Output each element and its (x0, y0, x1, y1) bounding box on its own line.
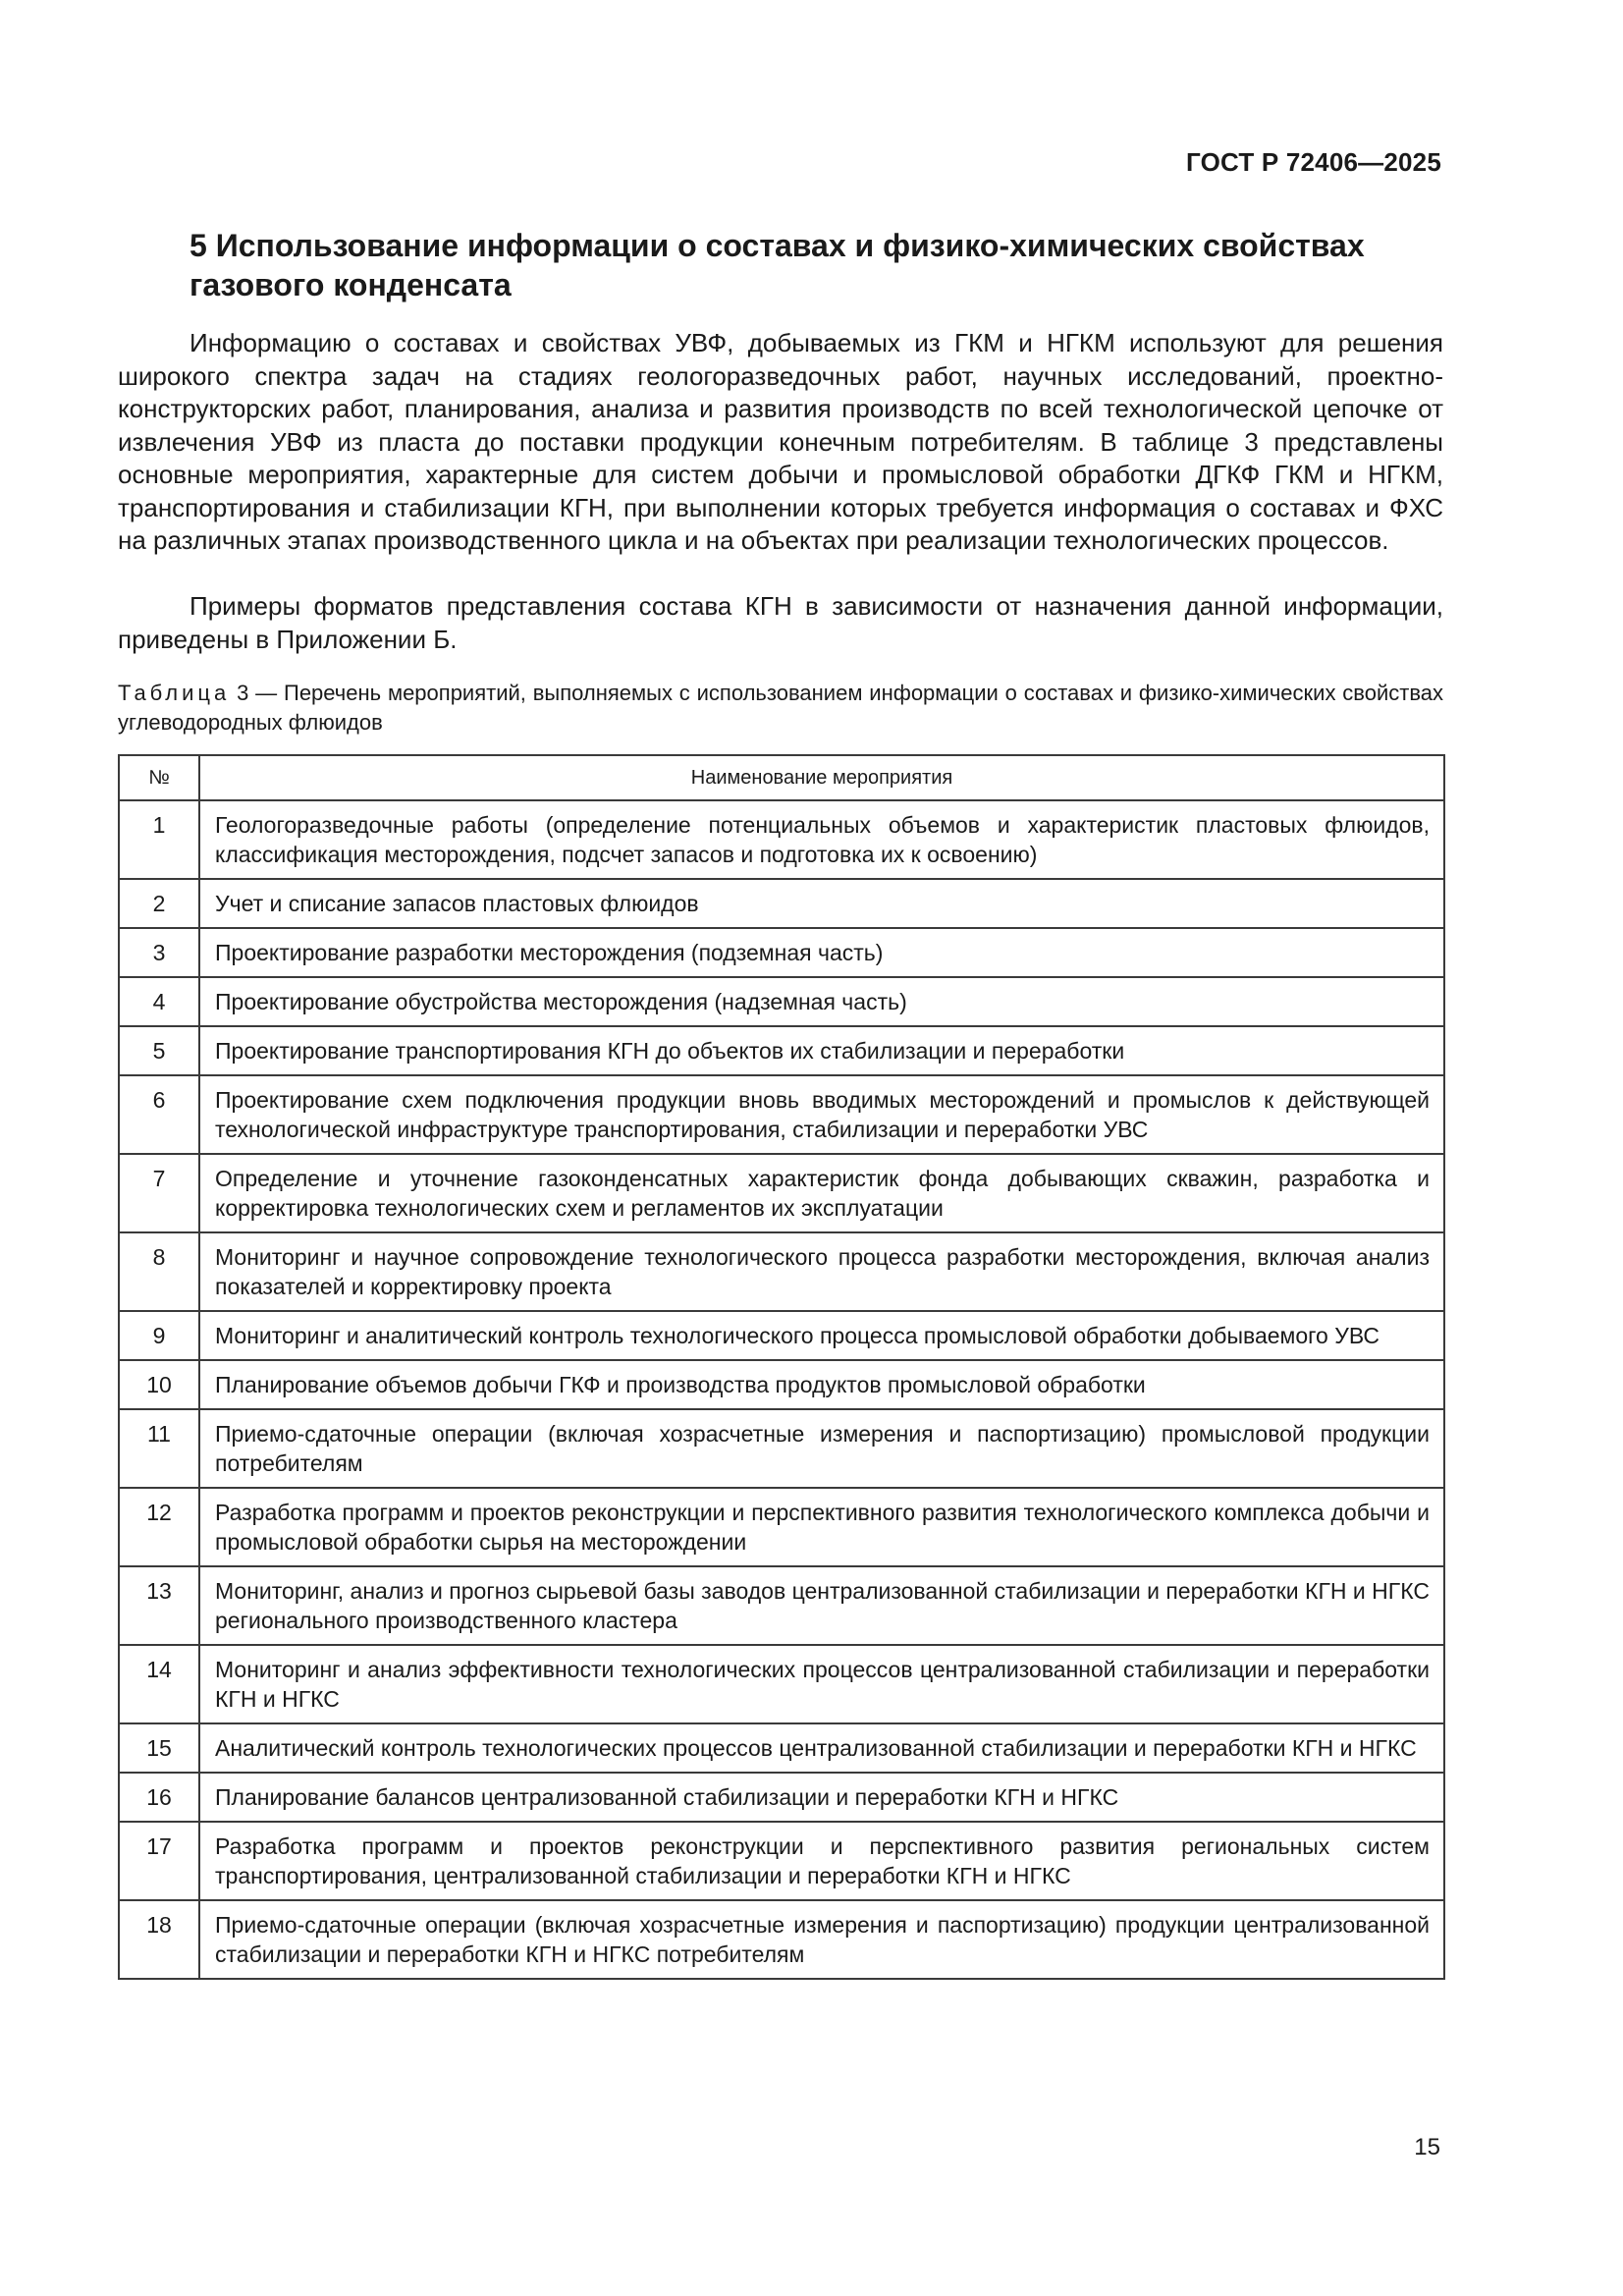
table-row (119, 1566, 1444, 1645)
measures-table (118, 754, 1445, 1980)
table-row (119, 977, 1444, 1026)
row-measure-name: Проектирование транспортирования КГН до объектов их стабилизации и переработки (199, 1026, 1444, 1075)
row-number: 10 (119, 1360, 199, 1409)
table-row (119, 1026, 1444, 1075)
table-row (119, 879, 1444, 928)
row-measure-name: Разработка программ и проектов реконструкции и перспективного развития региональных систем транспортирования, централизованной стабилизации и переработки КГН и НГКС (199, 1822, 1444, 1900)
table-body (119, 800, 1444, 1979)
row-number: 1 (119, 800, 199, 879)
section-title: 5 Использование информации о составах и физико-химических свойствах газового конденсата (189, 228, 1365, 302)
document-code: ГОСТ Р 72406—2025 (1186, 147, 1441, 177)
row-measure-name: Планирование балансов централизованной стабилизации и переработки КГН и НГКС (199, 1773, 1444, 1822)
column-header-name: Наименование мероприятия (199, 755, 1444, 800)
row-measure-name: Определение и уточнение газоконденсатных характеристик фонда добывающих скважин, разработка и корректировка технологических схем и регламентов их эксплуатации (199, 1154, 1444, 1232)
row-number: 18 (119, 1900, 199, 1979)
row-measure-name: Приемо-сдаточные операции (включая хозрасчетные измерения и паспортизацию) промысловой продукции потребителям (199, 1409, 1444, 1488)
table-row (119, 1900, 1444, 1979)
table-caption-label: Таблица (118, 681, 231, 705)
row-number: 13 (119, 1566, 199, 1645)
row-number: 14 (119, 1645, 199, 1723)
table-row (119, 1773, 1444, 1822)
table-row (119, 1409, 1444, 1488)
row-number: 9 (119, 1311, 199, 1360)
row-number: 4 (119, 977, 199, 1026)
table-row (119, 1232, 1444, 1311)
row-number: 11 (119, 1409, 199, 1488)
row-number: 16 (119, 1773, 199, 1822)
row-number: 5 (119, 1026, 199, 1075)
row-measure-name: Проектирование разработки месторождения (подземная часть) (199, 928, 1444, 977)
column-header-number: № (119, 755, 199, 800)
row-number: 17 (119, 1822, 199, 1900)
row-number: 12 (119, 1488, 199, 1566)
table-caption (118, 679, 1443, 738)
row-number: 6 (119, 1075, 199, 1154)
table-row (119, 928, 1444, 977)
row-measure-name: Проектирование схем подключения продукции вновь вводимых месторождений и промыслов к действующей технологической инфраструктуре транспортирования, стабилизации и переработки УВС (199, 1075, 1444, 1154)
table-row (119, 1488, 1444, 1566)
table-row (119, 1360, 1444, 1409)
table-caption-text: 3 — Перечень мероприятий, выполняемых с использованием информации о составах и физико-химических свойствах углеводородных флюидов (118, 681, 1443, 735)
table-row (119, 800, 1444, 879)
row-number: 2 (119, 879, 199, 928)
row-measure-name: Аналитический контроль технологических процессов централизованной стабилизации и переработки КГН и НГКС (199, 1723, 1444, 1773)
table-header-row (119, 755, 1444, 800)
row-measure-name: Геологоразведочные работы (определение потенциальных объемов и характеристик пластовых флюидов, классификация месторождения, подсчет запасов и подготовка их к освоению) (199, 800, 1444, 879)
row-number: 15 (119, 1723, 199, 1773)
row-measure-name: Учет и списание запасов пластовых флюидов (199, 879, 1444, 928)
row-measure-name: Проектирование обустройства месторождения (надземная часть) (199, 977, 1444, 1026)
row-number: 8 (119, 1232, 199, 1311)
row-measure-name: Планирование объемов добычи ГКФ и производства продуктов промысловой обработки (199, 1360, 1444, 1409)
row-measure-name: Мониторинг и анализ эффективности технологических процессов централизованной стабилизации и переработки КГН и НГКС (199, 1645, 1444, 1723)
body-paragraph: Информацию о составах и свойствах УВФ, добываемых из ГКМ и НГКМ используют для решения широкого спектра задач на стадиях геологоразведочных работ, научных исследований, проектно-конструкторских работ, планирования, анализа и развития производств по всей технологической цепочке от извлечения УВФ из пласта до поставки продукции конечным потребителям. В таблице 3 представлены основные мероприятия, характерные для систем добычи и промысловой обработки ДГКФ ГКМ и НГКМ, транспортирования и стабилизации КГН, при выполнении которых требуется информация о составах и ФХС на различных этапах производственного цикла и на объектах при реализации технологических процессов. (118, 328, 1443, 555)
table-row (119, 1645, 1444, 1723)
table-row (119, 1154, 1444, 1232)
row-measure-name: Разработка программ и проектов реконструкции и перспективного развития технологического комплекса добычи и промысловой обработки сырья на месторождении (199, 1488, 1444, 1566)
table-row (119, 1075, 1444, 1154)
body-paragraph: Примеры форматов представления состава КГН в зависимости от назначения данной информации, приведены в Приложении Б. (118, 591, 1443, 654)
row-measure-name: Мониторинг и аналитический контроль технологического процесса промысловой обработки добываемого УВС (199, 1311, 1444, 1360)
row-measure-name: Мониторинг и научное сопровождение технологического процесса разработки месторождения, включая анализ показателей и корректировку проекта (199, 1232, 1444, 1311)
row-measure-name: Приемо-сдаточные операции (включая хозрасчетные измерения и паспортизацию) продукции централизованной стабилизации и переработки КГН и НГКС потребителям (199, 1900, 1444, 1979)
table-row (119, 1822, 1444, 1900)
table-row (119, 1723, 1444, 1773)
table-row (119, 1311, 1444, 1360)
page-number: 15 (1414, 2134, 1440, 2160)
row-number: 7 (119, 1154, 199, 1232)
row-number: 3 (119, 928, 199, 977)
row-measure-name: Мониторинг, анализ и прогноз сырьевой базы заводов централизованной стабилизации и переработки КГН и НГКС регионального производственного кластера (199, 1566, 1444, 1645)
